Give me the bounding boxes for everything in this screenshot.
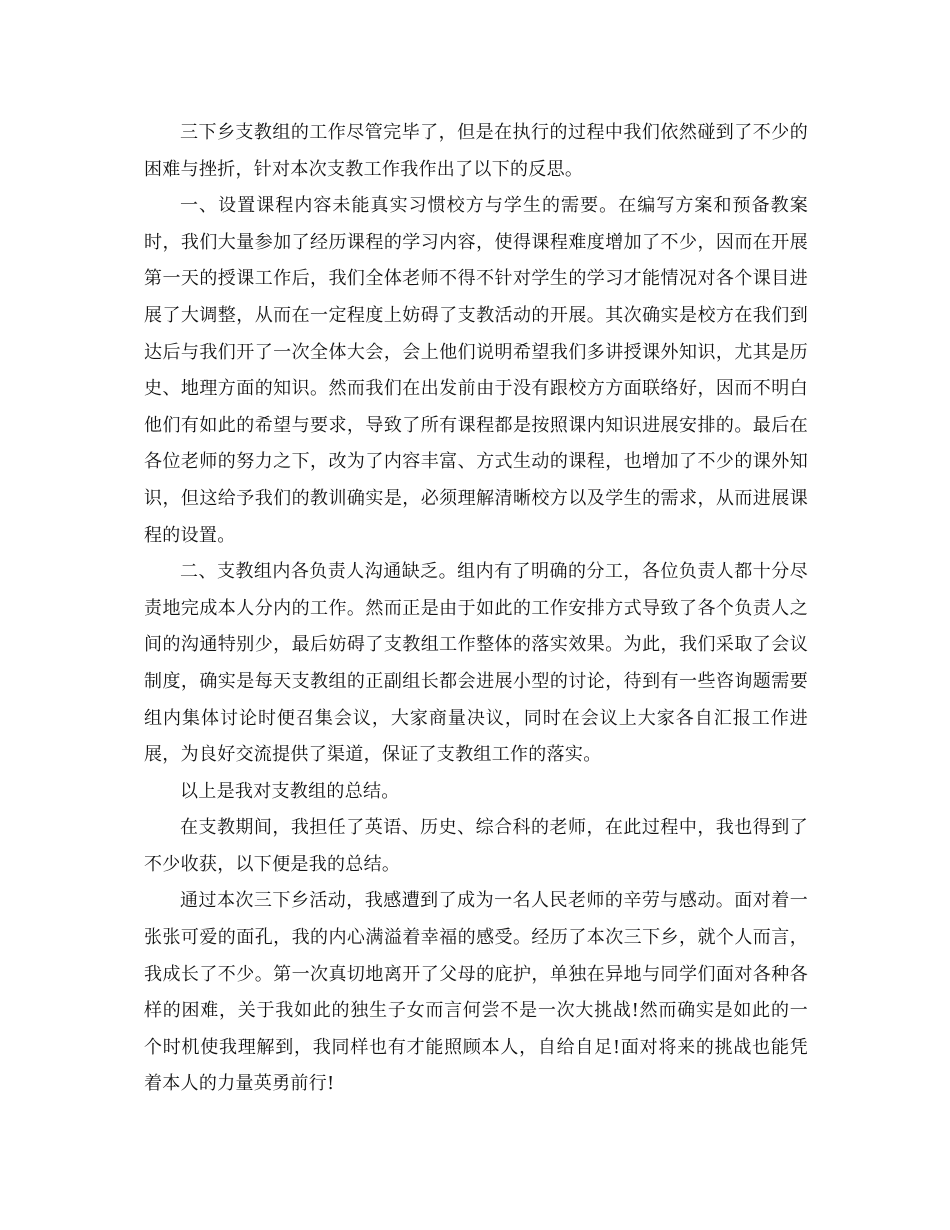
paragraph-summary-note: 以上是我对支教组的总结。 <box>180 780 400 802</box>
paragraph-intro: 三下乡支教组的工作尽管完毕了，但是在执行的过程中我们依然碰到了不少的困难与挫折，针对本次支教工作我作出了以下的反思。 <box>144 122 808 180</box>
paragraph-personal-growth: 通过本次三下乡活动，我感遭到了成为一名人民老师的辛劳与感动。面对着一张张可爱的面孔，我的内心满溢着幸福的感受。经历了本次三下乡，就个人而言，我成长了不少。第一次真切地离开了父母的庇护，单独在异地与同学们面对各种各样的困难，关于我如此的独生子女而言何尝不是一次大挑战!然而确实是如此的一个时机使我理解到，我同样也有才能照顾本人，自给自足!面对将来的挑战也能凭着本人的力量英勇前行! <box>144 890 808 1095</box>
paragraph-communication: 二、支教组内各负责人沟通缺乏。组内有了明确的分工，各位负责人都十分尽责地完成本人分内的工作。然而正是由于如此的工作安排方式导致了各个负责人之间的沟通特别少，最后妨碍了支教组工作整体的落实效果。为此，我们采取了会议制度，确实是每天支教组的正副组长都会进展小型的讨论，待到有一些咨询题需要组内集体讨论时便召集会议，大家商量决议，同时在会议上大家各自汇报工作进展，为良好交流提供了渠道，保证了支教组工作的落实。 <box>144 561 808 766</box>
document-body <box>144 115 808 1103</box>
paragraph-teaching-role: 在支教期间，我担任了英语、历史、综合科的老师，在此过程中，我也得到了不少收获，以下便是我的总结。 <box>144 817 808 875</box>
paragraph-course-design: 一、设置课程内容未能真实习惯校方与学生的需要。在编写方案和预备教案时，我们大量参加了经历课程的学习内容，使得课程难度增加了不少，因而在开展第一天的授课工作后，我们全体老师不得不针对学生的学习才能情况对各个课目进展了大调整，从而在一定程度上妨碍了支教活动的开展。其次确实是校方在我们到达后与我们开了一次全体大会，会上他们说明希望我们多讲授课外知识，尤其是历史、地理方面的知识。然而我们在出发前由于没有跟校方方面联络好，因而不明白他们有如此的希望与要求，导致了所有课程都是按照课内知识进展安排的。最后在各位老师的努力之下，改为了内容丰富、方式生动的课程，也增加了不少的课外知识，但这给予我们的教训确实是，必须理解清晰校方以及学生的需求，从而进展课程的设置。 <box>144 195 808 546</box>
